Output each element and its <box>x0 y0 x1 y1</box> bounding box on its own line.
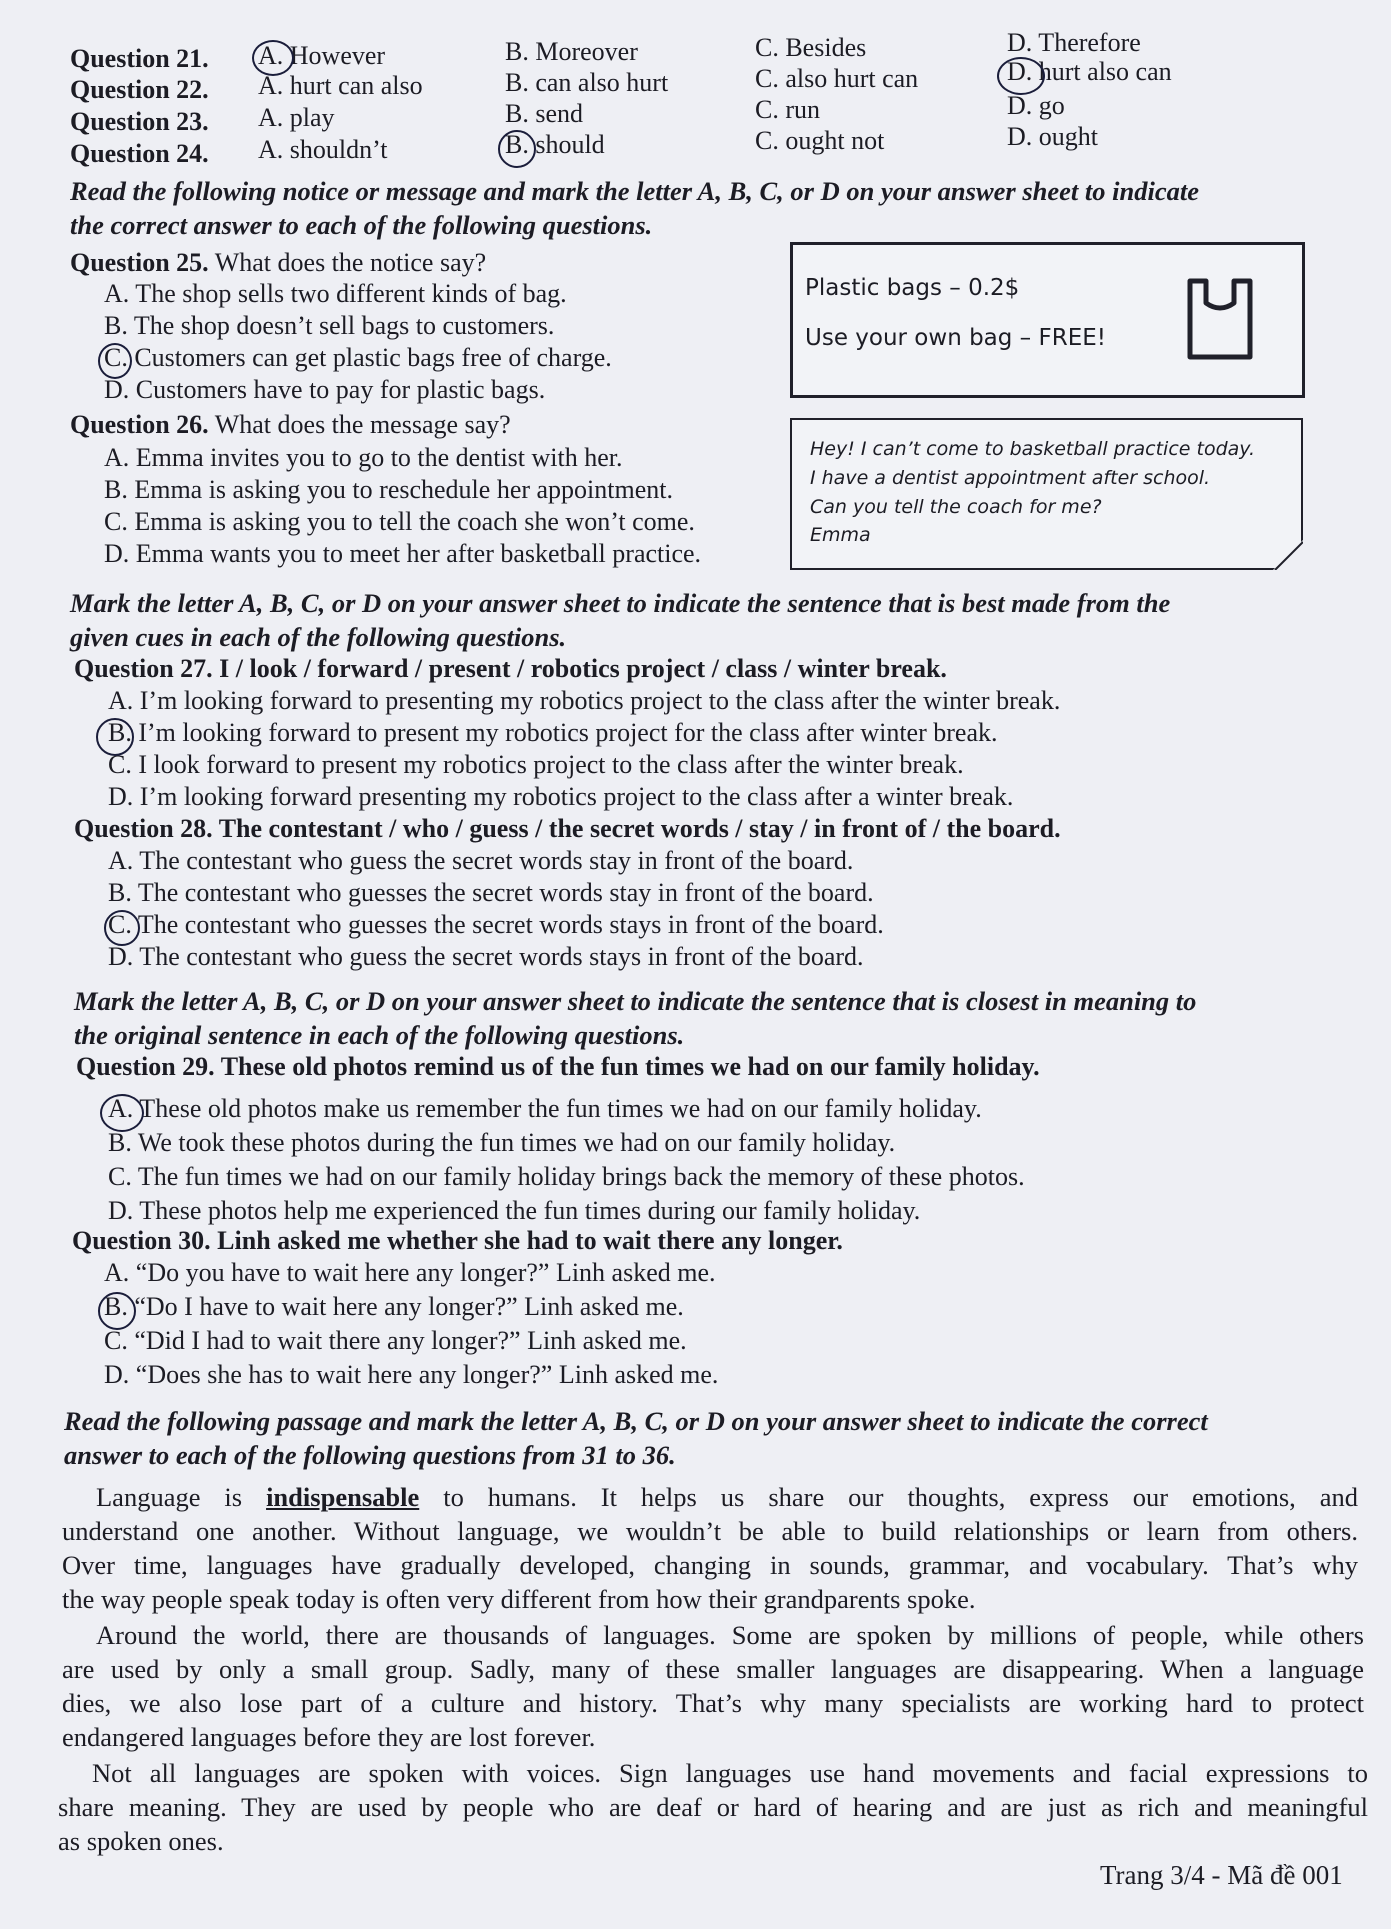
q28-option-d[interactable]: D. The contestant who guess the secret words stays in front of the board. <box>108 942 864 971</box>
q30-option-c[interactable]: C. “Did I had to wait there any longer?” Linh asked me. <box>104 1326 687 1355</box>
q27-option-d[interactable]: D. I’m looking forward presenting my robotics project to the class after a winter break. <box>108 782 1014 811</box>
passage-p1-line2: understand one another. Without language, we wouldn’t be able to build relationships or learn from others. <box>62 1516 1358 1546</box>
message-line-3: Can you tell the coach for me? <box>810 496 1102 518</box>
passage-p1-line1 <box>96 1480 1358 1514</box>
q26-option-a[interactable]: A. Emma invites you to go to the dentist with her. <box>104 443 623 472</box>
q26-question <box>70 410 511 440</box>
q27-option-a[interactable]: A. I’m looking forward to presenting my robotics project to the class after the winter break. <box>108 686 1061 715</box>
q25-option-c[interactable]: C. Customers can get plastic bags free of charge. <box>104 343 612 372</box>
q29-stem: Question 29. These old photos remind us of the fun times we had on our family holiday. <box>76 1052 1040 1081</box>
passage-p3-line1: Not all languages are spoken with voices. Sign languages use hand movements and facial expressions to <box>92 1758 1368 1788</box>
passage-instruction-line1: Read the following passage and mark the letter A, B, C, or D on your answer sheet to indicate the correct <box>64 1406 1208 1436</box>
q23-option-b[interactable]: B. send <box>505 99 583 128</box>
passage-p2-line2: are used by only a small group. Sadly, many of these smaller languages are disappearing. When a language <box>62 1654 1364 1684</box>
q25-option-d[interactable]: D. Customers have to pay for plastic bags. <box>104 375 546 404</box>
notice-instruction-line1: Read the following notice or message and mark the letter A, B, C, or D on your answer sheet to indicate <box>70 176 1200 206</box>
passage-text: to humans. It helps us share our thoughts, express our emotions, and <box>443 1482 1359 1512</box>
q23-option-d[interactable]: D. go <box>1007 91 1065 120</box>
passage-p2-line4: endangered languages before they are lost forever. <box>62 1722 596 1752</box>
message-signature: Emma <box>810 524 871 546</box>
q27-stem: Question 27. I / look / forward / present / robotics project / class / winter break. <box>74 654 947 683</box>
passage-text: Language is <box>96 1482 243 1512</box>
q28-option-c[interactable]: C. The contestant who guesses the secret words stays in front of the board. <box>108 910 884 939</box>
q25-question <box>70 248 486 278</box>
q21-option-a[interactable]: A. However <box>258 41 386 70</box>
passage-p3-line2: share meaning. They are used by people who are deaf or hard of hearing and are just as rich and meaningful <box>58 1792 1368 1822</box>
q21-option-d[interactable]: D. Therefore <box>1007 28 1141 57</box>
q27-option-b[interactable]: B. I’m looking forward to present my robotics project for the class after winter break. <box>108 718 998 747</box>
q25-option-a[interactable]: A. The shop sells two different kinds of bag. <box>104 279 567 308</box>
q25-option-b[interactable]: B. The shop doesn’t sell bags to customers. <box>104 311 555 340</box>
q28-stem: Question 28. The contestant / who / guess / the secret words / stay / in front of / the board. <box>74 814 1061 843</box>
q25-text: What does the notice say? <box>214 248 487 277</box>
q29-option-b[interactable]: B. We took these photos during the fun times we had on our family holiday. <box>108 1128 896 1157</box>
plastic-bag-notice <box>790 242 1305 398</box>
q30-option-d[interactable]: D. “Does she has to wait here any longer?” Linh asked me. <box>104 1360 719 1389</box>
notice-free-line: Use your own bag – FREE! <box>805 325 1106 351</box>
q28-option-b[interactable]: B. The contestant who guesses the secret words stay in front of the board. <box>108 878 874 907</box>
q22-option-c[interactable]: C. also hurt can <box>755 64 919 93</box>
folded-corner-icon <box>1273 540 1303 570</box>
passage-p1-line4: the way people speak today is often very different from how their grandparents spoke. <box>62 1584 976 1614</box>
q22-option-a[interactable]: A. hurt can also <box>258 71 423 100</box>
passage-p1-line3: Over time, languages have gradually developed, changing in sounds, grammar, and vocabulary. That’s why <box>62 1550 1358 1580</box>
q21-label: Question 21. <box>70 44 209 73</box>
q21-option-c[interactable]: C. Besides <box>755 33 867 62</box>
shopping-bag-icon <box>1186 273 1254 363</box>
q29-option-a[interactable]: A. These old photos make us remember the fun times we had on our family holiday. <box>108 1094 982 1123</box>
q29-option-d[interactable]: D. These photos help me experienced the fun times during our family holiday. <box>108 1196 921 1225</box>
q22-option-d[interactable]: D. hurt also can <box>1007 57 1172 86</box>
q27-option-c[interactable]: C. I look forward to present my robotics project to the class after the winter break. <box>108 750 964 779</box>
q24-option-a[interactable]: A. shouldn’t <box>258 135 388 164</box>
message-line-2: I have a dentist appointment after school. <box>810 467 1211 489</box>
q25-label: Question 25. <box>70 248 209 277</box>
q26-text: What does the message say? <box>214 410 511 439</box>
q24-option-c[interactable]: C. ought not <box>755 126 885 155</box>
q30-stem: Question 30. Linh asked me whether she had to wait there any longer. <box>72 1226 843 1255</box>
q28-option-a[interactable]: A. The contestant who guess the secret words stay in front of the board. <box>108 846 854 875</box>
passage-instruction-line2: answer to each of the following questions from 31 to 36. <box>64 1440 676 1470</box>
q26-label: Question 26. <box>70 410 209 439</box>
q26-option-b[interactable]: B. Emma is asking you to reschedule her appointment. <box>104 475 673 504</box>
underlined-word-indispensable: indispensable <box>266 1482 420 1512</box>
q26-option-c[interactable]: C. Emma is asking you to tell the coach she won’t come. <box>104 507 695 536</box>
q29-option-c[interactable]: C. The fun times we had on our family holiday brings back the memory of these photos. <box>108 1162 1025 1191</box>
meaning-instruction-line1: Mark the letter A, B, C, or D on your answer sheet to indicate the sentence that is closest in meaning to <box>74 986 1197 1016</box>
q30-option-b[interactable]: B. “Do I have to wait here any longer?” Linh asked me. <box>104 1292 684 1321</box>
page-footer: Trang 3/4 - Mã đề 001 <box>1100 1860 1343 1890</box>
q24-option-d[interactable]: D. ought <box>1007 122 1098 151</box>
q23-option-a[interactable]: A. play <box>258 103 335 132</box>
q23-label: Question 23. <box>70 107 209 136</box>
q22-label: Question 22. <box>70 75 209 104</box>
emma-message-note <box>790 418 1303 570</box>
q22-option-b[interactable]: B. can also hurt <box>505 68 669 97</box>
meaning-instruction-line2: the original sentence in each of the following questions. <box>74 1020 685 1050</box>
q26-option-d[interactable]: D. Emma wants you to meet her after basketball practice. <box>104 539 702 568</box>
q24-option-b[interactable]: B. should <box>505 130 605 159</box>
q21-option-b[interactable]: B. Moreover <box>505 37 638 66</box>
q23-option-c[interactable]: C. run <box>755 95 820 124</box>
notice-instruction-line2: the correct answer to each of the following questions. <box>70 210 653 240</box>
notice-price-line: Plastic bags – 0.2$ <box>805 275 1020 301</box>
passage-p2-line1: Around the world, there are thousands of languages. Some are spoken by millions of people, while others <box>96 1620 1364 1650</box>
message-line-1: Hey! I can’t come to basketball practice today. <box>810 438 1256 460</box>
cues-instruction-line2: given cues in each of the following questions. <box>70 622 567 652</box>
passage-p2-line3: dies, we also lose part of a culture and history. That’s why many specialists are working hard to protect <box>62 1688 1364 1718</box>
passage-p3-line3: as spoken ones. <box>58 1826 224 1856</box>
q24-label: Question 24. <box>70 139 209 168</box>
cues-instruction-line1: Mark the letter A, B, C, or D on your answer sheet to indicate the sentence that is best made from the <box>70 588 1171 618</box>
q30-option-a[interactable]: A. “Do you have to wait here any longer?” Linh asked me. <box>104 1258 716 1287</box>
